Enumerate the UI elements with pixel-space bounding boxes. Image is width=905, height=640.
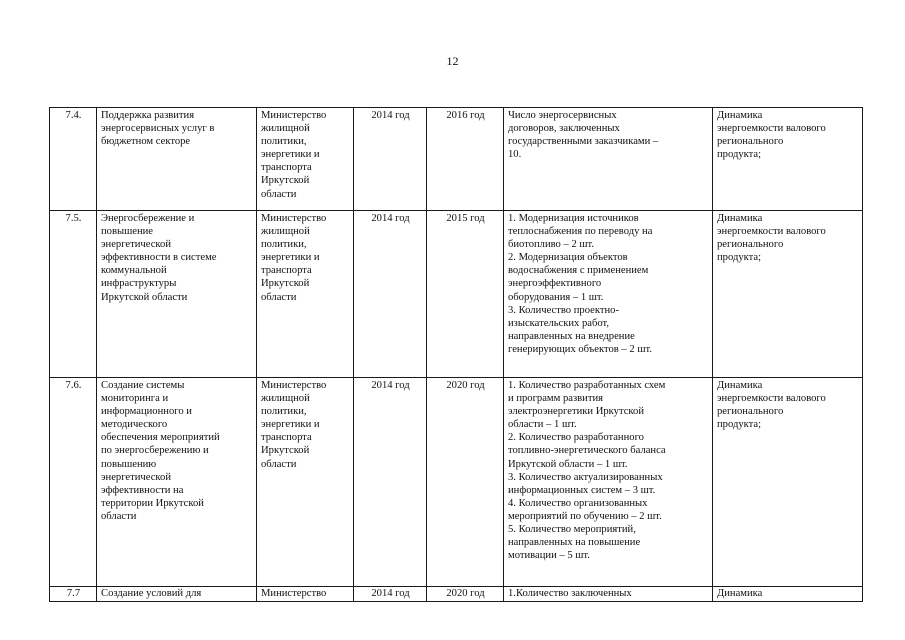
target-indicator-cell <box>713 108 863 211</box>
cell-text-line: регионального <box>717 136 784 148</box>
cell-text-line: продукта; <box>717 149 762 161</box>
cell-text-line: водоснабжения с применением <box>508 265 649 277</box>
page-number: 12 <box>446 54 459 68</box>
cell-text: 2020 год <box>446 380 485 391</box>
cell-text-line: теплоснабжения по переводу на <box>508 226 653 238</box>
cell-text-line: и программ развития <box>508 393 604 405</box>
cell-text-line: жилищной <box>261 123 310 135</box>
cell-text-line: информационных систем – 3 шт. <box>508 484 656 496</box>
cell-text-line: области <box>101 510 137 522</box>
cell-text: 2014 год <box>371 588 410 599</box>
end-year-cell <box>427 587 504 602</box>
cell-text: 7.4. <box>65 110 82 121</box>
cell-text-line: 4. Количество организованных <box>508 497 648 509</box>
cell-text-line: 1. Количество разработанных схем <box>508 380 666 391</box>
cell-text-line: эффективности на <box>101 484 184 496</box>
cell-text-line: бюджетном секторе <box>101 136 191 148</box>
cell-text-line: топливно-энергетического баланса <box>508 445 666 457</box>
cell-text-line: повышению <box>101 458 157 470</box>
cell-text-line: Министерство <box>261 380 327 391</box>
indicators-cell <box>504 108 713 211</box>
cell-text-line: Создание системы <box>101 380 185 391</box>
cell-text-line: мотивации – 5 шт. <box>508 550 590 562</box>
start-year-cell <box>354 108 427 211</box>
executor-cell <box>257 211 354 378</box>
cell-text-line: Иркутской <box>261 445 310 457</box>
cell-text-line: продукта; <box>717 419 762 431</box>
cell-text-line: Динамика <box>717 588 763 599</box>
cell-text-line: энергетики и <box>261 149 320 161</box>
cell-text-line: Министерство <box>261 213 327 224</box>
cell-text-line: 3. Количество актуализированных <box>508 471 663 483</box>
cell-text-line: энергоемкости валового <box>717 393 826 405</box>
cell-text-line: Динамика <box>717 213 763 224</box>
target-indicator-cell <box>713 211 863 378</box>
table-row <box>50 587 863 602</box>
cell-text-line: области <box>261 458 297 470</box>
cell-text-line: повышение <box>101 226 153 238</box>
measures-table <box>49 107 863 602</box>
cell-text-line: Энергосбережение и <box>101 213 195 224</box>
cell-text-line: 1. Модернизация источников <box>508 213 639 224</box>
cell-text-line: по энергосбережению и <box>101 445 209 457</box>
end-year-cell <box>427 108 504 211</box>
cell-text-line: коммунальной <box>101 265 167 277</box>
cell-text-line: обеспечения мероприятий <box>101 432 220 444</box>
cell-text-line: политики, <box>261 136 307 148</box>
table-row <box>50 378 863 587</box>
cell-text-line: 2. Модернизация объектов <box>508 252 628 264</box>
cell-text: 7.5. <box>65 213 82 224</box>
cell-text-line: Иркутской <box>261 278 310 290</box>
cell-text: 2014 год <box>371 380 410 391</box>
cell-text-line: энергосервисных услуг в <box>101 123 215 135</box>
cell-text-line: направленных на внедрение <box>508 330 635 342</box>
cell-text-line: жилищной <box>261 226 310 238</box>
cell-text-line: регионального <box>717 406 784 418</box>
cell-text-line: области – 1 шт. <box>508 419 577 431</box>
measure-name-cell <box>97 587 257 602</box>
start-year-cell <box>354 587 427 602</box>
cell-text-line: Иркутской области <box>101 291 188 303</box>
cell-text-line: государственными заказчиками – <box>508 136 659 148</box>
indicators-cell <box>504 211 713 378</box>
cell-text-line: продукта; <box>717 252 762 264</box>
table-row <box>50 211 863 378</box>
cell-text-line: транспорта <box>261 265 312 277</box>
cell-text-line: Создание условий для <box>101 588 202 599</box>
cell-text: 2015 год <box>446 213 485 224</box>
cell-text-line: транспорта <box>261 432 312 444</box>
cell-text: 2014 год <box>371 110 410 121</box>
cell-text: 7.7 <box>66 588 81 599</box>
cell-text-line: договоров, заключенных <box>508 123 620 135</box>
cell-text-line: инфраструктуры <box>101 278 177 290</box>
measure-name-cell <box>97 108 257 211</box>
cell-text-line: энергоэффективного <box>508 278 602 290</box>
cell-text-line: оборудования – 1 шт. <box>508 291 604 303</box>
table-row <box>50 108 863 211</box>
item-number-cell <box>50 587 97 602</box>
cell-text-line: 3. Количество проектно- <box>508 304 619 316</box>
cell-text-line: 2. Количество разработанного <box>508 432 644 444</box>
indicators-cell <box>504 587 713 602</box>
cell-text-line: энергетической <box>101 471 171 483</box>
cell-text-line: Министерство <box>261 110 327 121</box>
cell-text: 2014 год <box>371 213 410 224</box>
cell-text-line: энергоемкости валового <box>717 226 826 238</box>
cell-text-line: Иркутской <box>261 175 310 187</box>
cell-text-line: политики, <box>261 239 307 251</box>
cell-text-line: жилищной <box>261 393 310 405</box>
cell-text-line: изыскательских работ, <box>508 317 610 329</box>
start-year-cell <box>354 211 427 378</box>
item-number-cell <box>50 378 97 587</box>
cell-text-line: энергетической <box>101 239 171 251</box>
cell-text-line: Динамика <box>717 110 763 121</box>
executor-cell <box>257 108 354 211</box>
measure-name-cell <box>97 211 257 378</box>
executor-cell <box>257 378 354 587</box>
cell-text-line: Число энергосервисных <box>508 110 617 121</box>
end-year-cell <box>427 211 504 378</box>
cell-text-line: мероприятий по обучению – 2 шт. <box>508 510 662 522</box>
cell-text-line: Министерство <box>261 588 327 599</box>
cell-text: 2016 год <box>446 110 485 121</box>
cell-text-line: эффективности в системе <box>101 252 217 264</box>
cell-text-line: методического <box>101 419 168 431</box>
cell-text-line: Иркутской области – 1 шт. <box>508 458 628 470</box>
cell-text-line: генерирующих объектов – 2 шт. <box>508 343 652 355</box>
cell-text: 7.6. <box>65 380 82 391</box>
cell-text-line: территории Иркутской <box>101 497 204 509</box>
cell-text: 2020 год <box>446 588 485 599</box>
indicators-cell <box>504 378 713 587</box>
cell-text-line: Поддержка развития <box>101 110 195 121</box>
cell-text-line: транспорта <box>261 162 312 174</box>
cell-text-line: регионального <box>717 239 784 251</box>
start-year-cell <box>354 378 427 587</box>
cell-text-line: электроэнергетики Иркутской <box>508 406 644 418</box>
cell-text-line: энергоемкости валового <box>717 123 826 135</box>
cell-text-line: Динамика <box>717 380 763 391</box>
target-indicator-cell <box>713 378 863 587</box>
cell-text-line: биотопливо – 2 шт. <box>508 239 595 251</box>
cell-text-line: 10. <box>508 149 522 161</box>
cell-text-line: информационного и <box>101 406 192 418</box>
measure-name-cell <box>97 378 257 587</box>
cell-text-line: области <box>261 291 297 303</box>
target-indicator-cell <box>713 587 863 602</box>
cell-text-line: политики, <box>261 406 307 418</box>
cell-text-line: 1.Количество заключенных <box>508 588 632 599</box>
item-number-cell <box>50 108 97 211</box>
cell-text-line: области <box>261 188 297 200</box>
cell-text-line: направленных на повышение <box>508 537 641 549</box>
cell-text-line: мониторинга и <box>101 393 169 405</box>
cell-text-line: энергетики и <box>261 419 320 431</box>
cell-text-line: 5. Количество мероприятий, <box>508 524 636 536</box>
executor-cell <box>257 587 354 602</box>
item-number-cell <box>50 211 97 378</box>
cell-text-line: энергетики и <box>261 252 320 264</box>
end-year-cell <box>427 378 504 587</box>
